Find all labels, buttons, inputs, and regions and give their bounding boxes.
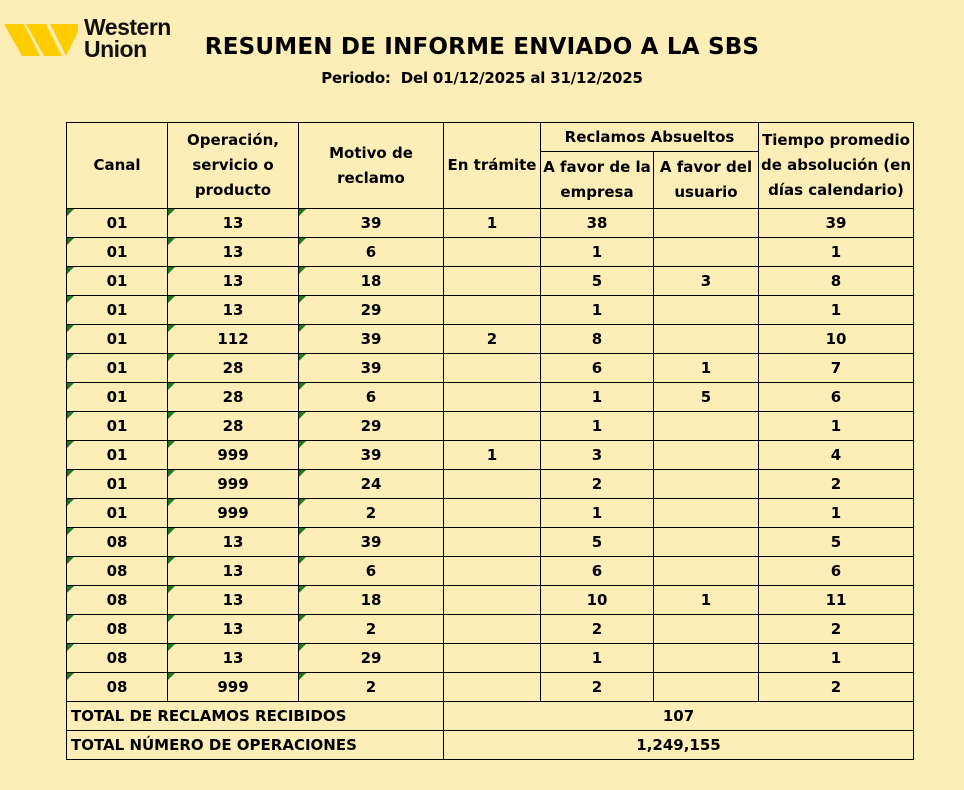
cell-tiempo: 39 [759,209,914,238]
cell-canal: 01 [67,470,168,499]
cell-tiempo: 6 [759,557,914,586]
cell-tramite: 1 [444,209,541,238]
cell-operacion: 13 [168,209,299,238]
cell-operacion: 13 [168,644,299,673]
table-row [67,470,914,499]
cell-operacion: 13 [168,267,299,296]
cell-marker-icon [67,267,74,274]
cell-marker-icon [67,615,74,622]
header-tiempo: Tiempo promedio de absolución (en días calendario) [759,123,914,209]
cell-marker-icon [168,499,175,506]
table-row [67,615,914,644]
cell-empresa: 6 [541,354,654,383]
cell-tramite [444,586,541,615]
header-usuario: A favor del usuario [654,152,759,209]
cell-tramite: 1 [444,441,541,470]
cell-marker-icon [299,209,306,216]
cell-canal: 01 [67,354,168,383]
cell-motivo: 6 [299,557,444,586]
cell-marker-icon [168,296,175,303]
report-period [0,69,964,87]
table-row [67,267,914,296]
cell-tiempo: 1 [759,238,914,267]
cell-tiempo: 2 [759,615,914,644]
table-row [67,644,914,673]
cell-tiempo: 1 [759,412,914,441]
cell-marker-icon [168,441,175,448]
cell-marker-icon [299,528,306,535]
cell-tramite [444,528,541,557]
cell-empresa: 2 [541,470,654,499]
cell-operacion: 28 [168,383,299,412]
cell-empresa: 1 [541,644,654,673]
table-row [67,557,914,586]
cell-empresa: 1 [541,296,654,325]
cell-marker-icon [168,354,175,361]
total-value: 107 [444,702,914,731]
cell-operacion: 999 [168,441,299,470]
cell-marker-icon [67,644,74,651]
cell-tiempo: 5 [759,528,914,557]
cell-canal: 01 [67,267,168,296]
cell-empresa: 1 [541,499,654,528]
header-operacion: Operación, servicio o producto [168,123,299,209]
cell-motivo: 24 [299,470,444,499]
table-row [67,238,914,267]
cell-empresa: 6 [541,557,654,586]
cell-tramite [444,470,541,499]
cell-usuario [654,238,759,267]
cell-marker-icon [67,209,74,216]
cell-canal: 01 [67,209,168,238]
cell-tramite [444,499,541,528]
cell-tiempo: 4 [759,441,914,470]
brand-name: Western Union [84,14,171,62]
cell-marker-icon [299,615,306,622]
cell-marker-icon [67,441,74,448]
cell-usuario: 3 [654,267,759,296]
cell-usuario [654,615,759,644]
cell-marker-icon [67,296,74,303]
cell-marker-icon [299,267,306,274]
cell-marker-icon [299,238,306,245]
cell-marker-icon [168,557,175,564]
cell-canal: 01 [67,296,168,325]
cell-tramite: 2 [444,325,541,354]
cell-marker-icon [299,325,306,332]
cell-marker-icon [299,673,306,680]
cell-canal: 01 [67,383,168,412]
cell-tramite [444,557,541,586]
cell-empresa: 38 [541,209,654,238]
cell-marker-icon [299,441,306,448]
cell-marker-icon [67,325,74,332]
cell-motivo: 39 [299,528,444,557]
cell-marker-icon [299,354,306,361]
cell-marker-icon [168,615,175,622]
cell-canal: 08 [67,586,168,615]
header-absueltos: Reclamos Absueltos [541,123,759,152]
cell-marker-icon [67,528,74,535]
table-row [67,412,914,441]
cell-tiempo: 8 [759,267,914,296]
table-row [67,383,914,412]
cell-canal: 01 [67,325,168,354]
cell-marker-icon [299,499,306,506]
cell-canal: 01 [67,238,168,267]
total-value: 1,249,155 [444,731,914,760]
cell-usuario [654,499,759,528]
cell-canal: 08 [67,673,168,702]
cell-empresa: 2 [541,673,654,702]
cell-motivo: 39 [299,209,444,238]
cell-marker-icon [168,267,175,274]
cell-marker-icon [299,383,306,390]
table-row [67,296,914,325]
cell-canal: 01 [67,499,168,528]
cell-marker-icon [67,586,74,593]
cell-motivo: 39 [299,354,444,383]
cell-tiempo: 2 [759,673,914,702]
table-row [67,499,914,528]
total-row [67,731,914,760]
cell-empresa: 2 [541,615,654,644]
header-motivo: Motivo de reclamo [299,123,444,209]
cell-usuario [654,296,759,325]
cell-motivo: 29 [299,296,444,325]
cell-marker-icon [299,557,306,564]
cell-usuario [654,209,759,238]
cell-motivo: 39 [299,441,444,470]
cell-marker-icon [67,412,74,419]
cell-marker-icon [168,586,175,593]
cell-motivo: 2 [299,673,444,702]
cell-usuario [654,557,759,586]
cell-motivo: 6 [299,238,444,267]
cell-tiempo: 11 [759,586,914,615]
cell-operacion: 28 [168,354,299,383]
cell-tiempo: 1 [759,296,914,325]
cell-marker-icon [67,499,74,506]
claims-table [66,122,914,760]
cell-tramite [444,296,541,325]
table-row [67,528,914,557]
period-label: Periodo: [321,69,391,87]
cell-usuario: 1 [654,586,759,615]
cell-tiempo: 1 [759,499,914,528]
cell-canal: 01 [67,412,168,441]
header-tramite: En trámite [444,123,541,209]
cell-empresa: 5 [541,267,654,296]
cell-marker-icon [168,528,175,535]
cell-marker-icon [67,557,74,564]
cell-tiempo: 10 [759,325,914,354]
cell-motivo: 18 [299,267,444,296]
cell-operacion: 13 [168,586,299,615]
cell-usuario [654,528,759,557]
cell-operacion: 999 [168,499,299,528]
cell-tramite [444,412,541,441]
cell-canal: 08 [67,557,168,586]
cell-marker-icon [67,238,74,245]
cell-empresa: 1 [541,383,654,412]
cell-empresa: 1 [541,238,654,267]
period-range: Del 01/12/2025 al 31/12/2025 [400,69,643,87]
cell-canal: 08 [67,644,168,673]
cell-marker-icon [168,644,175,651]
cell-canal: 01 [67,441,168,470]
cell-usuario: 5 [654,383,759,412]
cell-usuario [654,441,759,470]
cell-marker-icon [168,673,175,680]
cell-tiempo: 7 [759,354,914,383]
cell-tramite [444,354,541,383]
cell-tramite [444,673,541,702]
cell-marker-icon [67,354,74,361]
cell-operacion: 999 [168,470,299,499]
cell-marker-icon [168,383,175,390]
total-label: TOTAL DE RECLAMOS RECIBIDOS [67,702,444,731]
header-canal: Canal [67,123,168,209]
cell-usuario: 1 [654,354,759,383]
cell-marker-icon [299,586,306,593]
cell-usuario [654,412,759,441]
cell-motivo: 6 [299,383,444,412]
cell-marker-icon [168,238,175,245]
cell-usuario [654,325,759,354]
cell-marker-icon [67,470,74,477]
cell-tramite [444,238,541,267]
cell-empresa: 5 [541,528,654,557]
cell-tiempo: 6 [759,383,914,412]
cell-marker-icon [67,383,74,390]
cell-usuario [654,470,759,499]
cell-marker-icon [299,296,306,303]
table-row [67,586,914,615]
header-empresa: A favor de la empresa [541,152,654,209]
cell-tiempo: 1 [759,644,914,673]
cell-usuario [654,644,759,673]
cell-tramite [444,383,541,412]
report-title: RESUMEN DE INFORME ENVIADO A LA SBS [204,34,760,60]
cell-tramite [444,615,541,644]
cell-marker-icon [299,412,306,419]
cell-motivo: 2 [299,615,444,644]
cell-tramite [444,644,541,673]
cell-usuario [654,673,759,702]
cell-empresa: 1 [541,412,654,441]
table-row [67,673,914,702]
cell-marker-icon [299,644,306,651]
cell-operacion: 13 [168,557,299,586]
cell-operacion: 28 [168,412,299,441]
cell-operacion: 112 [168,325,299,354]
cell-motivo: 29 [299,644,444,673]
cell-operacion: 13 [168,528,299,557]
cell-marker-icon [168,470,175,477]
total-row [67,702,914,731]
table-row [67,325,914,354]
cell-empresa: 3 [541,441,654,470]
cell-marker-icon [299,470,306,477]
cell-operacion: 13 [168,238,299,267]
cell-operacion: 999 [168,673,299,702]
cell-motivo: 2 [299,499,444,528]
cell-tramite [444,267,541,296]
cell-motivo: 18 [299,586,444,615]
total-label: TOTAL NÚMERO DE OPERACIONES [67,731,444,760]
cell-marker-icon [168,209,175,216]
cell-empresa: 8 [541,325,654,354]
cell-empresa: 10 [541,586,654,615]
cell-canal: 08 [67,528,168,557]
cell-motivo: 29 [299,412,444,441]
cell-tiempo: 2 [759,470,914,499]
cell-canal: 08 [67,615,168,644]
cell-operacion: 13 [168,615,299,644]
cell-motivo: 39 [299,325,444,354]
cell-marker-icon [67,673,74,680]
table-row [67,441,914,470]
cell-marker-icon [168,412,175,419]
table-row [67,354,914,383]
cell-marker-icon [168,325,175,332]
table-row [67,209,914,238]
cell-operacion: 13 [168,296,299,325]
